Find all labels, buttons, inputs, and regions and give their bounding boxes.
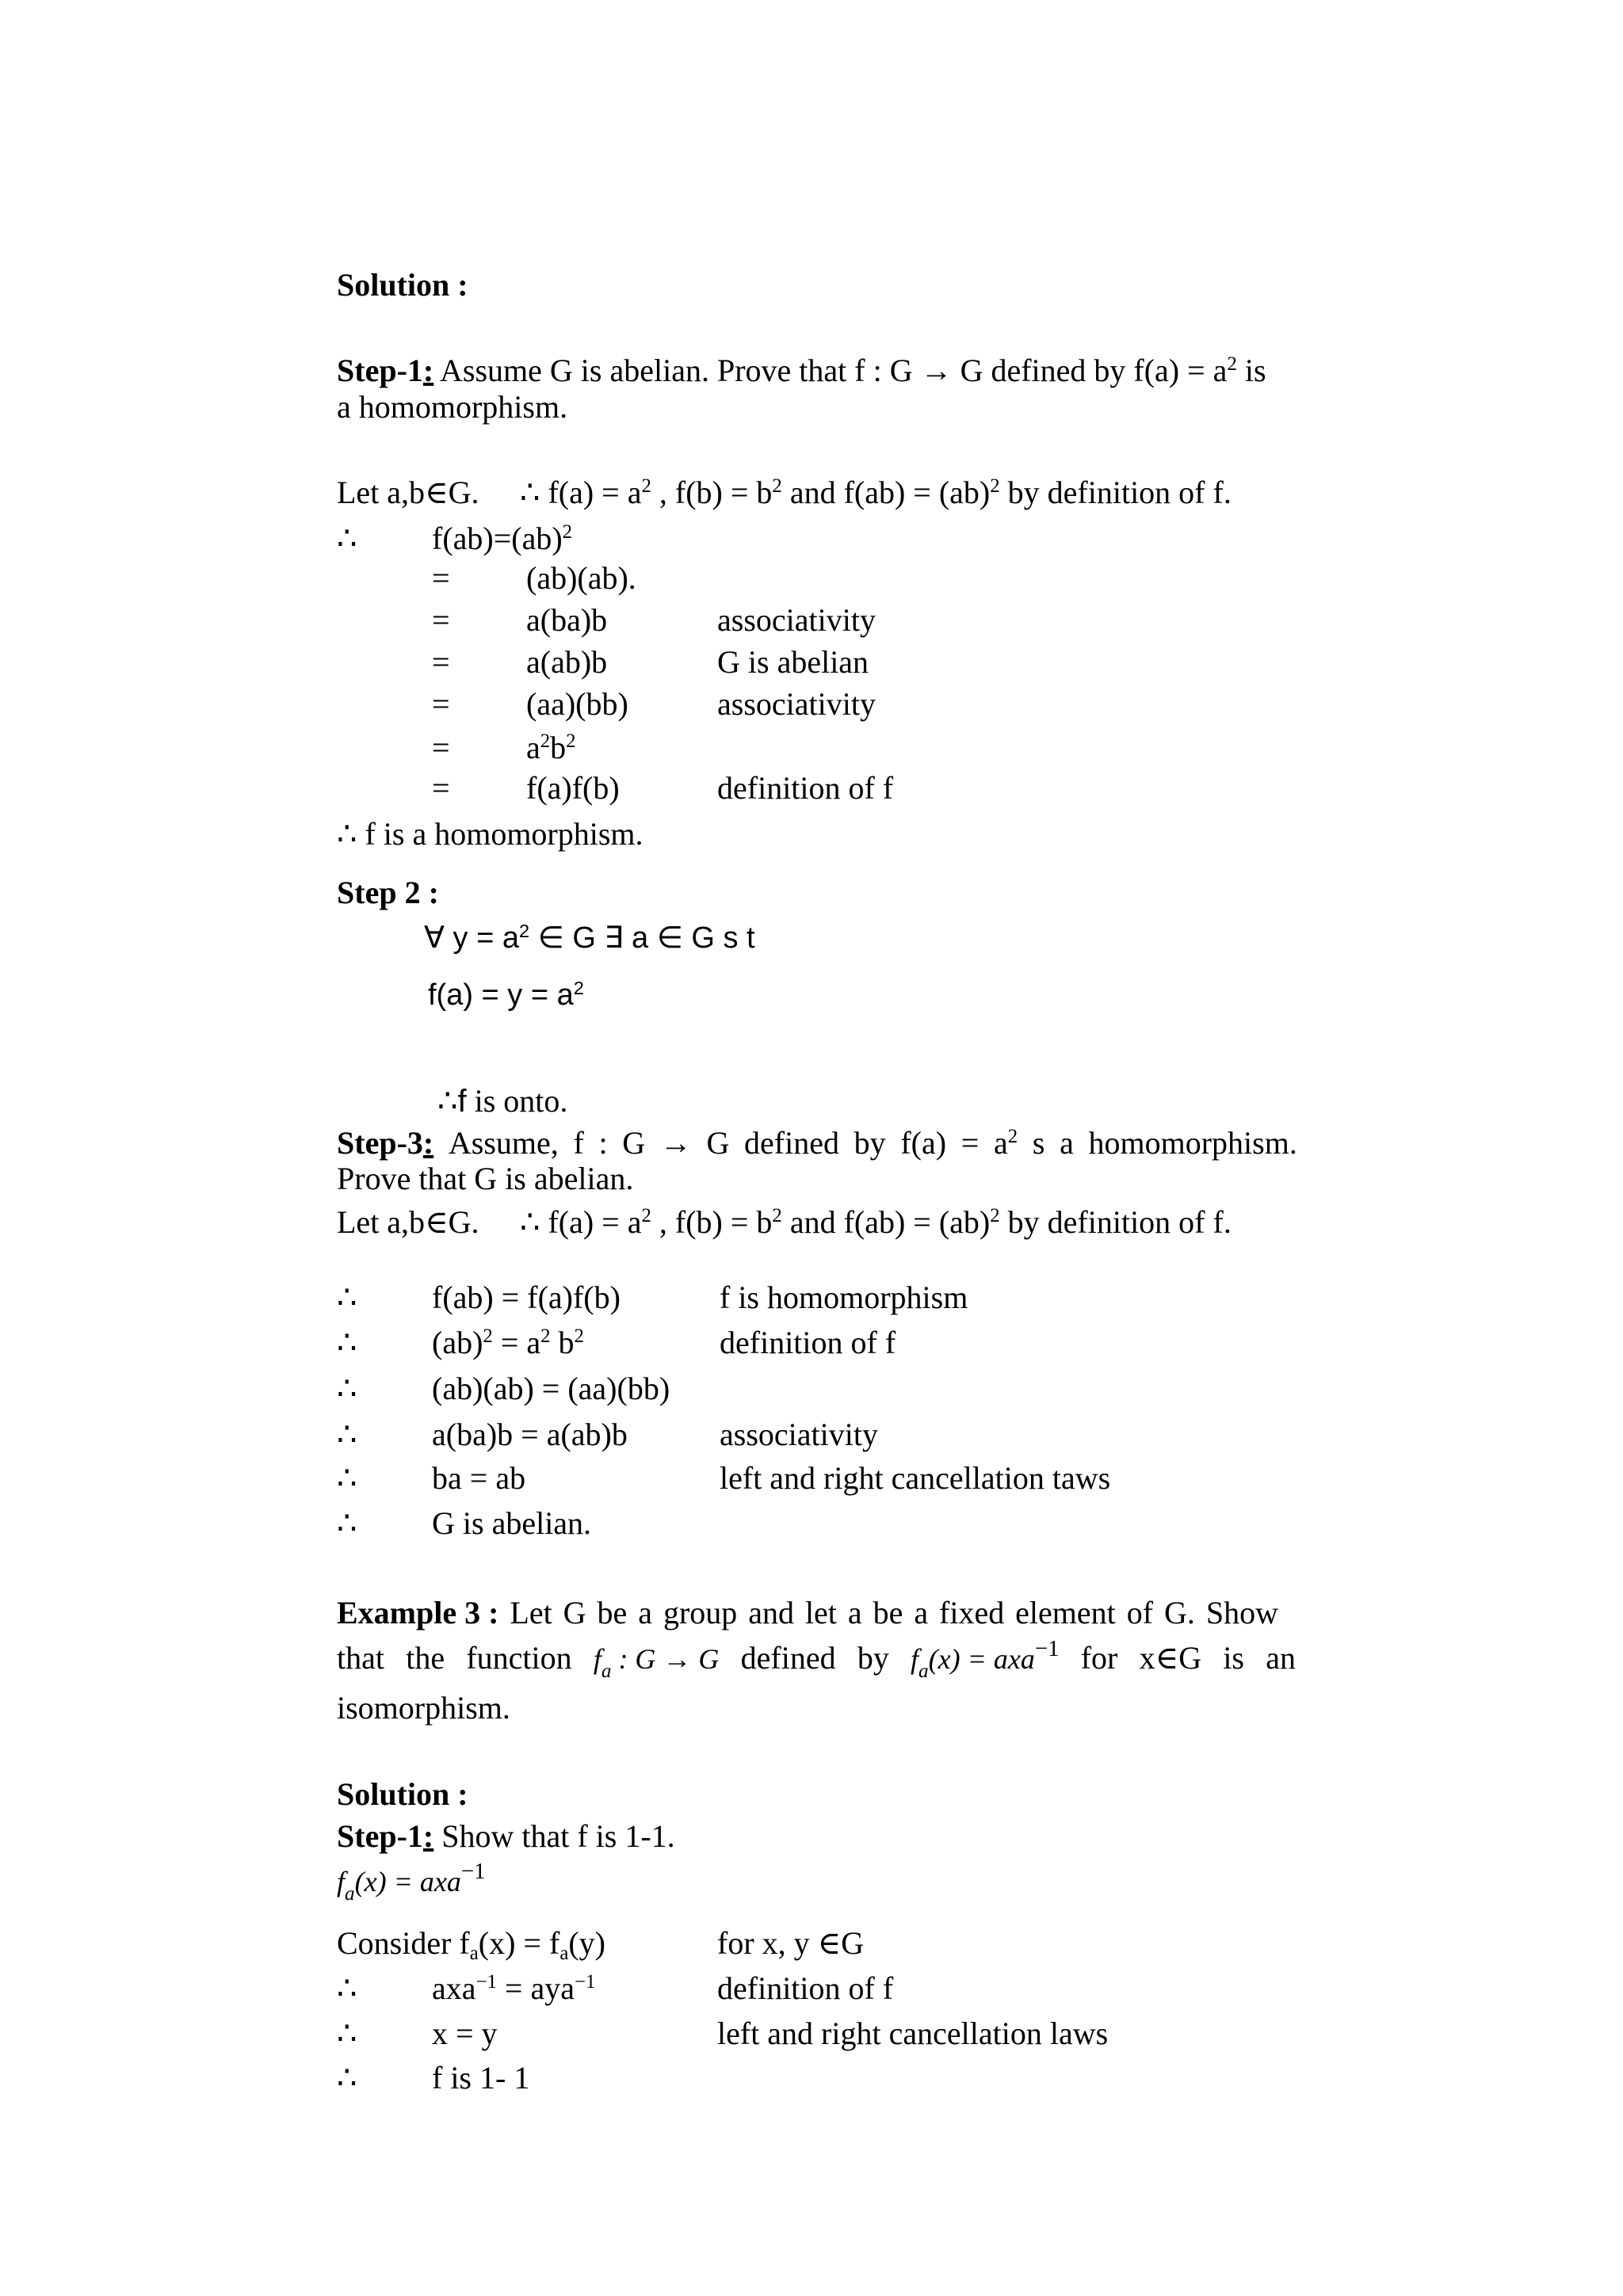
exp: 2 <box>574 1325 584 1348</box>
sol2-reason: definition of f <box>717 1970 894 2006</box>
word: s <box>1032 1125 1045 1161</box>
exp: 2 <box>519 921 530 942</box>
exp: 2 <box>540 1325 551 1348</box>
def-fa: ∴ f(a) = a <box>520 475 642 510</box>
step2-onto <box>437 1085 567 1117</box>
word: be <box>873 1595 903 1630</box>
word: G <box>563 1595 586 1630</box>
word: an <box>1266 1640 1296 1676</box>
word: be <box>597 1595 628 1630</box>
def: (x) = axa <box>928 1643 1035 1675</box>
step1-label: Step-1 <box>337 353 423 388</box>
therefore-symbol: ∴ <box>337 1417 357 1452</box>
sub: a <box>469 1943 479 1965</box>
example3-label: Example 3 : <box>337 1595 499 1630</box>
proof2-reason: f is homomorphism <box>720 1280 968 1315</box>
expr: f(a) = y = a <box>428 978 574 1012</box>
exp: 2 <box>641 1205 651 1227</box>
word: → <box>659 1125 692 1161</box>
therefore-symbol: ∴ <box>337 1371 357 1406</box>
word: by <box>857 1640 889 1676</box>
def-fb: , f(b) = b <box>651 475 773 510</box>
proof1-reason: associativity <box>717 686 876 722</box>
word: homomorphism. <box>1088 1125 1297 1161</box>
base: b <box>550 730 567 765</box>
step3-label-group <box>337 1127 433 1159</box>
expr: (x) = f <box>478 1925 560 1961</box>
word: by <box>854 1125 886 1161</box>
base: a <box>526 730 540 765</box>
exp: 2 <box>483 1325 493 1348</box>
exp: −1 <box>1034 1636 1060 1662</box>
expr: (ab) <box>432 1325 483 1360</box>
word: = <box>960 1125 980 1161</box>
word: G. <box>1164 1595 1195 1630</box>
word: let <box>804 1595 837 1630</box>
exp: −1 <box>460 1859 486 1885</box>
sol2-reason: left and right cancellation laws <box>717 2016 1109 2051</box>
sub: a <box>559 1943 569 1965</box>
sol2-fa-def <box>337 1859 486 1905</box>
eq-sign: = <box>432 770 450 806</box>
sol2-expr: x = y <box>432 2016 498 2051</box>
f-symbol: f <box>593 1643 601 1675</box>
exp: 2 <box>1227 353 1237 376</box>
step-label: Step-1 <box>337 1818 423 1854</box>
step2-label: Step 2 : <box>337 875 439 910</box>
therefore-symbol: ∴ <box>337 1505 357 1541</box>
sub: a <box>345 1883 355 1905</box>
word: of <box>1126 1595 1154 1630</box>
therefore-symbol: ∴ <box>337 2060 357 2096</box>
solution-heading-2: Solution : <box>337 1776 468 1812</box>
eq-sign: = <box>432 602 450 638</box>
word: : <box>598 1125 608 1161</box>
f-symbol: f <box>911 1643 919 1675</box>
eq-sign: = <box>432 644 450 680</box>
proof2-expr: G is abelian. <box>432 1505 592 1541</box>
def-fb: , f(b) = b <box>651 1204 773 1240</box>
exp: 2 <box>573 978 584 999</box>
proof1-reason: G is abelian <box>717 644 869 680</box>
step-colon: : <box>422 1818 434 1854</box>
eq-sign: = <box>432 730 450 765</box>
step1-line1 <box>337 355 1266 387</box>
exp: 2 <box>772 1205 782 1227</box>
base: a <box>993 1125 1008 1161</box>
expr: = a <box>492 1325 541 1360</box>
proof2-reason: left and right cancellation taws <box>720 1460 1111 1496</box>
word: a <box>847 1595 862 1630</box>
solution-heading: Solution : <box>337 267 468 303</box>
step2-line1 <box>424 923 755 953</box>
word: Let <box>510 1595 552 1630</box>
step1-line2: a homomorphism. <box>337 389 568 425</box>
proof2-reason: definition of f <box>720 1325 896 1360</box>
proof2-expr <box>432 1327 584 1359</box>
exp: 2 <box>540 730 551 753</box>
proof2-reason: associativity <box>720 1417 878 1452</box>
proof1-first-line <box>432 523 572 555</box>
expr: Consider f <box>337 1925 470 1961</box>
let-line-1 <box>337 477 479 509</box>
def-fab: and f(ab) = (ab) <box>781 475 991 510</box>
word: for <box>1080 1640 1118 1676</box>
def-tail: by definition of f. <box>999 1204 1232 1240</box>
word: x∈G <box>1139 1640 1202 1676</box>
exp: 2 <box>990 475 1000 498</box>
step3-colon: : <box>422 1125 434 1161</box>
word: G <box>622 1125 646 1161</box>
word: is <box>1223 1640 1244 1676</box>
proof1-expr: f(a)f(b) <box>526 770 620 806</box>
let-line-2 <box>337 1204 479 1240</box>
proof1-expr: a(ba)b <box>526 602 608 638</box>
expr: b <box>550 1325 575 1360</box>
expr: ∈ G ∃ a ∈ G s t <box>529 921 755 955</box>
eq-sign: = <box>432 560 450 596</box>
step-text: Show that f is 1-1. <box>433 1818 675 1854</box>
therefore-symbol: ∴ <box>337 1970 357 2006</box>
let-line-2-defs <box>520 1204 1232 1240</box>
expr: (y) <box>568 1925 605 1961</box>
exp: 2 <box>772 475 782 498</box>
exp: 2 <box>990 1205 1000 1227</box>
proof1-expr-a2b2 <box>526 732 576 764</box>
onto-text: is onto. <box>466 1083 568 1119</box>
sub: a <box>601 1661 612 1683</box>
map: : G → G <box>611 1643 720 1675</box>
therefore-symbol: ∴ <box>437 1083 458 1119</box>
therefore-symbol: ∴ <box>337 1280 357 1315</box>
word: f(a) <box>900 1125 947 1161</box>
proof1-expr: (ab)(ab). <box>526 560 636 596</box>
exp: 2 <box>1007 1126 1018 1148</box>
let-line-1-defs <box>520 477 1232 509</box>
step2-line2 <box>428 980 584 1010</box>
word: defined <box>740 1640 836 1676</box>
word: Assume, <box>448 1125 559 1161</box>
step1-text-end: is <box>1236 353 1266 388</box>
f-symbol: f <box>337 1866 346 1897</box>
word: group <box>663 1595 738 1630</box>
expr: ∀ y = a <box>424 921 519 955</box>
word: f <box>573 1125 584 1161</box>
sol2-expr: f is 1- 1 <box>432 2060 530 2096</box>
let-text: Let a,b∈G. <box>337 475 479 510</box>
word: Show <box>1205 1595 1278 1630</box>
proof1-reason: definition of f <box>717 770 894 806</box>
example3-line3: isomorphism. <box>337 1690 510 1726</box>
exp: −1 <box>574 1971 596 1993</box>
step3-line1 <box>337 1127 1297 1159</box>
word: function <box>466 1640 572 1676</box>
expr: f(ab)=(ab) <box>432 521 563 556</box>
def-tail: by definition of f. <box>999 475 1232 510</box>
proof2-expr: f(ab) = f(a)f(b) <box>432 1280 621 1315</box>
word-with-exp <box>994 1127 1018 1159</box>
def-fa: ∴ f(a) = a <box>520 1204 642 1240</box>
fa-def <box>911 1636 1060 1683</box>
example3-line1 <box>337 1597 1278 1629</box>
proof1-expr: (aa)(bb) <box>526 686 628 722</box>
word: a <box>638 1595 652 1630</box>
sol2-consider <box>337 1925 605 1965</box>
exp: −1 <box>475 1971 497 1993</box>
f-symbol: f <box>457 1084 467 1119</box>
proof2-expr: a(ba)b = a(ab)b <box>432 1417 628 1452</box>
expr: = aya <box>496 1970 575 2006</box>
let-text: Let a,b∈G. <box>337 1204 479 1240</box>
word: the <box>406 1640 445 1676</box>
expr: axa <box>432 1970 476 2006</box>
sol2-reason: for x, y ∈G <box>717 1925 865 1961</box>
def-fab: and f(ab) = (ab) <box>781 1204 991 1240</box>
proof2-expr: (ab)(ab) = (aa)(bb) <box>432 1371 670 1406</box>
therefore-symbol: ∴ <box>337 1460 357 1496</box>
def: (x) = axa <box>354 1866 461 1897</box>
eq-sign: = <box>432 686 450 722</box>
step1-colon: : <box>422 353 434 388</box>
sub: a <box>918 1661 929 1683</box>
exp: 2 <box>566 730 576 753</box>
sol2-expr <box>432 1970 596 2006</box>
word: that <box>337 1640 384 1676</box>
word: defined <box>744 1125 839 1161</box>
word: fixed <box>939 1595 1005 1630</box>
therefore-symbol: ∴ <box>337 1325 357 1360</box>
step1-text: Assume G is abelian. Prove that f : G → G defined by f(a) = a <box>440 353 1228 388</box>
therefore-symbol: ∴ <box>337 521 357 556</box>
word: a <box>1060 1125 1074 1161</box>
proof1-reason: associativity <box>717 602 876 638</box>
example3-line2 <box>337 1636 1296 1683</box>
exp: 2 <box>641 475 651 498</box>
fa-map <box>593 1643 720 1683</box>
therefore-symbol: ∴ <box>337 2016 357 2051</box>
proof1-expr: a(ab)b <box>526 644 608 680</box>
step3-label: Step-3 <box>337 1125 423 1161</box>
word: and <box>748 1595 794 1630</box>
proof1-conclusion: ∴ f is a homomorphism. <box>337 816 643 852</box>
word: G <box>706 1125 730 1161</box>
exp: 2 <box>562 521 573 543</box>
sol2-step1 <box>337 1818 675 1854</box>
word: element <box>1015 1595 1116 1630</box>
word: a <box>914 1595 929 1630</box>
proof2-expr: ba = ab <box>432 1460 526 1496</box>
step3-line2: Prove that G is abelian. <box>337 1161 634 1196</box>
